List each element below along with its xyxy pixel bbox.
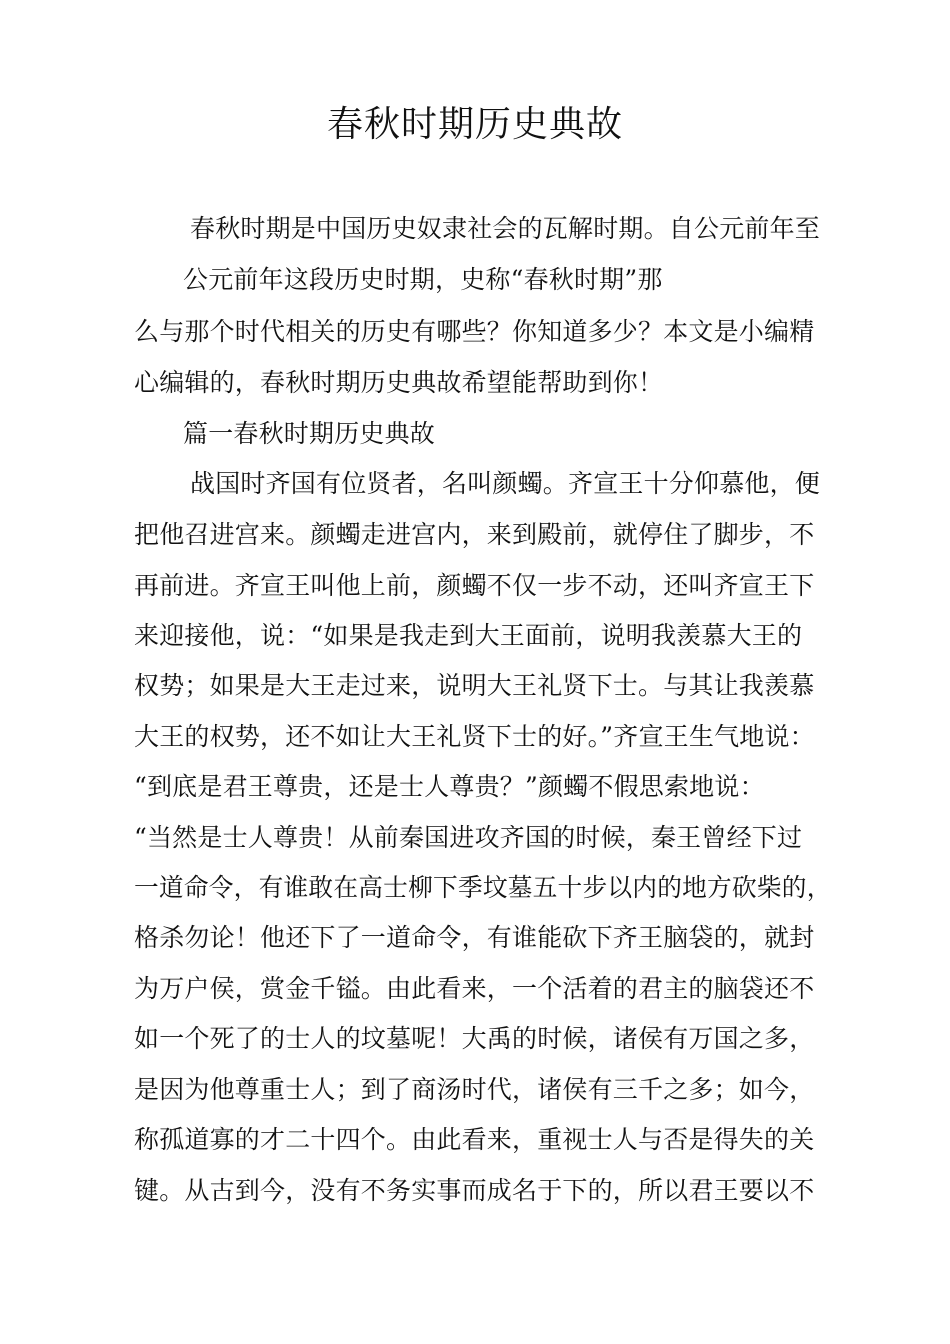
paragraph-line: 如一个死了的士人的坟墓呢！大禹的时候，诸侯有万国之多， (134, 1024, 815, 1053)
document-title: 春秋时期历史典故 (326, 104, 623, 145)
paragraph-line: 么与那个时代相关的历史有哪些？你知道多少？本文是小编精 (134, 317, 815, 346)
paragraph-line: 公元前年这段历史时期，史称“春秋时期”那 (183, 265, 663, 294)
paragraph-line: 来迎接他，说：“如果是我走到大王面前，说明我羡慕大王的 (134, 621, 803, 650)
paragraph-line: 再前进。齐宣王叫他上前，颜蠋不仅一步不动，还叫齐宣王下 (134, 571, 815, 600)
paragraph-line: 把他召进宫来。颜蠋走进宫内，来到殿前，就停住了脚步，不 (134, 520, 815, 549)
paragraph-line: 战国时齐国有位贤者，名叫颜蠋。齐宣王十分仰慕他，便 (190, 469, 821, 498)
paragraph-line: 键。从古到今，没有不务实事而成名于下的，所以君王要以不 (134, 1176, 815, 1205)
section-heading: 篇一春秋时期历史典故 (183, 419, 436, 448)
paragraph-line: 春秋时期是中国历史奴隶社会的瓦解时期。自公元前年至 (190, 214, 821, 243)
paragraph-line: 称孤道寡的才二十四个。由此看来，重视士人与否是得失的关 (134, 1125, 815, 1154)
paragraph-line: 为万户侯，赏金千镒。由此看来，一个活着的君主的脑袋还不 (134, 974, 815, 1003)
paragraph-line: “到底是君王尊贵，还是士人尊贵？”颜蠋不假思索地说： (134, 772, 765, 801)
paragraph-line: 一道命令，有谁敢在高士柳下季坟墓五十步以内的地方砍柴的， (134, 873, 832, 902)
paragraph-line: 是因为他尊重士人；到了商汤时代，诸侯有三千之多；如今， (134, 1075, 815, 1104)
paragraph-line: 权势；如果是大王走过来，说明大王礼贤下士。与其让我羡慕 (134, 671, 815, 700)
paragraph-line: “当然是士人尊贵！从前秦国进攻齐国的时候，秦王曾经下过 (134, 823, 803, 852)
paragraph-line: 心编辑的，春秋时期历史典故希望能帮助到你！ (134, 368, 664, 397)
paragraph-line: 大王的权势，还不如让大王礼贤下士的好。”齐宣王生气地说： (134, 722, 815, 751)
paragraph-line: 格杀勿论！他还下了一道命令，有谁能砍下齐王脑袋的，就封 (134, 923, 815, 952)
